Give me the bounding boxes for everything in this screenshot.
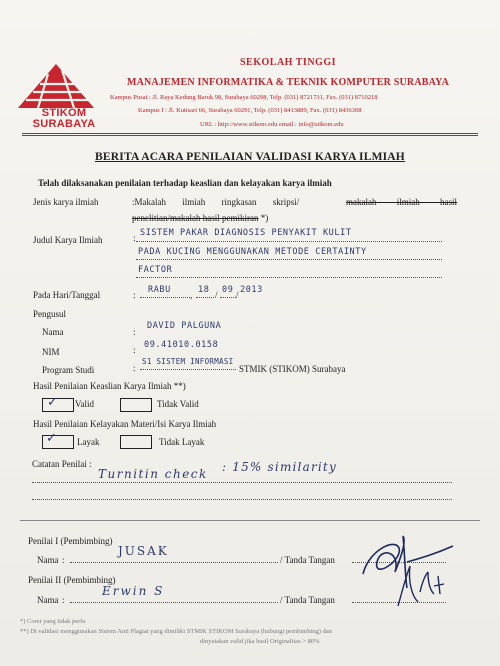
stikom-logo — [18, 62, 102, 142]
catatan-value-2: : 15% similarity — [222, 460, 337, 474]
penilai2-tanda-tangan: / Tanda Tangan — [280, 595, 335, 605]
header-rule — [22, 133, 478, 134]
penilai1-nama-value: JUSAK — [118, 544, 169, 558]
judul-label: Judul Karya Ilmiah — [33, 235, 103, 245]
institution-line-2: MANAJEMEN INFORMATIKA & TEKNIK KOMPUTER SURABAYA — [126, 77, 450, 88]
tidak-layak-label: Tidak Layak — [159, 437, 205, 447]
penilai2-label: Penilai II (Pembimbing) — [28, 575, 116, 585]
penilai2-nama-label: Nama — [37, 595, 59, 605]
footnote-1: *) Coret yang tidak perlu — [20, 618, 86, 625]
footnote-3: dinyatakan valid jika hasil Originalitas > 80% — [200, 638, 320, 645]
logo-text: STIKOM SURABAYA — [32, 107, 96, 130]
section-divider — [20, 520, 480, 521]
catatan-label: Catatan Penilai : — [32, 459, 92, 469]
tanggal-day: RABU — [148, 285, 171, 295]
footnote-2: **) Di validasi menggunakan Sistem Anti Plagiat yang dimiliki STMIK STIKOM Surabaya (hubungi pembimbing) dan — [20, 628, 332, 635]
valid-label: Valid — [75, 399, 94, 409]
institution-line-1: SEKOLAH TINGGI — [239, 57, 336, 68]
tanggal-d: 18 — [198, 285, 210, 295]
nama-value: DAVID PALGUNA — [147, 321, 222, 331]
tanggal-m: 09 — [222, 285, 234, 295]
tidak-valid-checkbox[interactable] — [120, 398, 152, 412]
nim-label: NIM — [42, 347, 60, 357]
nama-label: Nama — [42, 327, 64, 337]
header-rule-2 — [22, 135, 478, 136]
keaslian-label: Hasil Penilaian Keaslian Karya Ilmiah **) — [33, 381, 186, 391]
layak-label: Layak — [77, 437, 100, 447]
jenis-label: Jenis karya ilmiah — [33, 197, 99, 207]
penilai1-nama-label: Nama — [37, 555, 59, 565]
penilai1-tanda-tangan: / Tanda Tangan — [280, 555, 335, 565]
pengusul-label: Pengusul — [33, 309, 67, 319]
tidak-valid-label: Tidak Valid — [157, 399, 199, 409]
jenis-line-2 — [132, 213, 268, 223]
judul-line-1: SISTEM PAKAR DIAGNOSIS PENYAKIT KULIT — [140, 228, 352, 238]
jenis-suffix: *) — [258, 213, 269, 223]
penilai1-label: Penilai I (Pembimbing) — [28, 536, 113, 546]
form-intro: Telah dilaksanakan penilaian terhadap keaslian dan kelayakan karya ilmiah — [38, 178, 332, 188]
url-line: URL : http://www.stikom.edu email : info@stikom.edu — [200, 121, 344, 128]
document-page: STIKOM SURABAYA SEKOLAH TINGGI MANAJEMEN INFORMATIKA & TEKNIK KOMPUTER SURABAYA Kampus Pusat : Jl. Raya Kedung Baruk 98, Surabaya 60298, Telp. (031) 8721731, Fax. (031) 8710218 Kampus I : Jl. Kutisari 66, Surabaya 60291, Telp. (031) 8413889, Fax. (031) 8436308 URL : http://www.stikom.edu email : info@stikom.edu BERITA ACARA PENILAIAN VALIDASI KARYA ILMIAH Telah dilaksanakan penilaian terhadap keaslian dan kelayakan karya ilmiah Jenis karya ilmiah :Makalah ilmiah ringkasan skripsi/ makalah ilmiah hasil penelitian/makalah hasil pemikiran *) Judul Karya Ilmiah : SISTEM PAKAR DIAGNOSIS PENYAKIT KULIT PADA KUCING MENGGUNAKAN METODE CERTAINTY FACTOR Pada Hari/Tanggal : RABU , 18 / 09 / 2013 Pengusul Nama : DAVID PALGUNA NIM : 09.41010.0158 Program Studi : S1 SISTEM INFORMASI STMIK (STIKOM) Surabaya Hasil Penilaian Keaslian Karya Ilmiah **) ✓ Valid Tidak Valid Hasil Penilaian Kelayakan Materi/Isi Karya Ilmiah ✓ Layak Tidak Layak Catatan Penilai : Turnitin check : 15% similarity Penilai I (Pembimbing) Nama : JUSAK / Tanda Tangan Penilai II (Pembimbing) Nama : Erwin S / Tanda Tangan *) Coret yang tidak perlu **) Di validasi menggunakan Sistem Anti Plagiat yang dimiliki STMIK STIKOM Surabaya (hubungi pembimbing) dan dinyatakan valid jika hasil Originalitas > 80% — [0, 0, 500, 666]
catatan-value-1: Turnitin check — [98, 467, 208, 481]
tanggal-label: Pada Hari/Tanggal — [33, 290, 101, 300]
prodi-suffix: STMIK (STIKOM) Surabaya — [239, 364, 346, 374]
jenis-struck-1: makalah ilmiah hasil — [346, 197, 457, 207]
prodi-value: S1 SISTEM INFORMASI — [142, 357, 234, 366]
form-title: BERITA ACARA PENILAIAN VALIDASI KARYA ILMIAH — [95, 151, 405, 163]
nim-value: 09.41010.0158 — [144, 340, 219, 350]
address-kampus1: Kampus I : Jl. Kutisari 66, Surabaya 60291, Telp. (031) 8413889, Fax. (031) 8436308 — [138, 107, 362, 114]
judul-line-2: PADA KUCING MENGGUNAKAN METODE CERTAINTY — [138, 247, 367, 257]
kelayakan-label: Hasil Penilaian Kelayakan Materi/Isi Karya Ilmiah — [33, 419, 217, 429]
judul-line-3: FACTOR — [138, 265, 173, 275]
jenis-value-1: :Makalah ilmiah ringkasan skripsi/ — [132, 197, 300, 207]
penilai2-nama-value: Erwin S — [102, 584, 165, 598]
jenis-struck-2: penelitian/makalah hasil pemikiran — [132, 213, 259, 223]
tidak-layak-checkbox[interactable] — [120, 435, 152, 449]
tanggal-y: 2013 — [240, 285, 263, 295]
prodi-label: Program Studi — [42, 365, 95, 375]
checkmark-icon: ✓ — [47, 395, 58, 410]
signature-2 — [392, 562, 452, 612]
checkmark-icon: ✓ — [46, 431, 57, 446]
address-pusat: Kampus Pusat : Jl. Raya Kedung Baruk 98, Surabaya 60298, Telp. (031) 8721731, Fax. (031) 8710218 — [110, 94, 378, 101]
